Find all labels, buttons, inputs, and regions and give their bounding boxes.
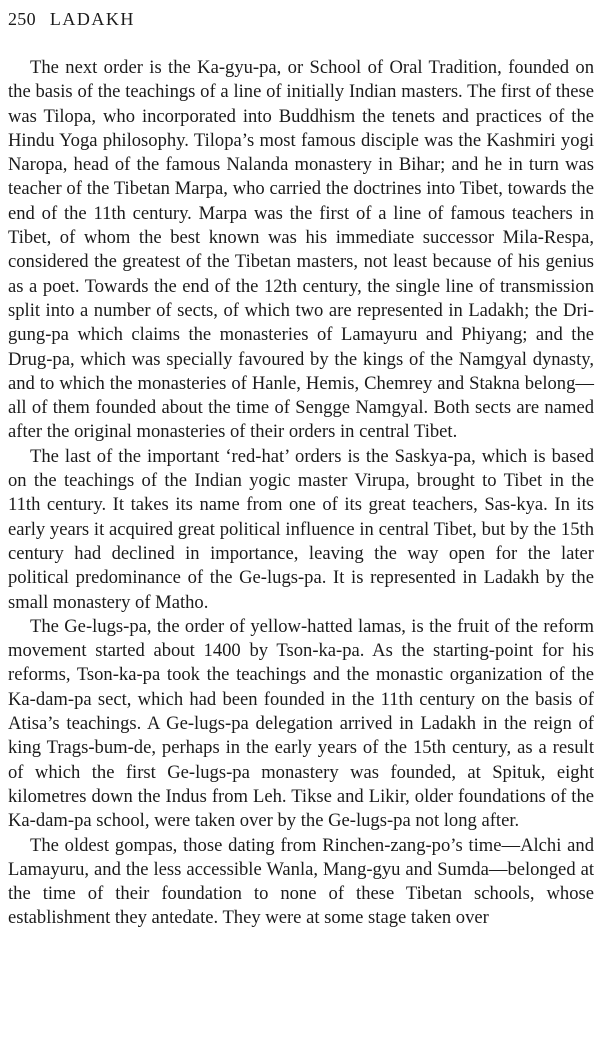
book-title: LADAKH [49,9,135,29]
paragraph-oldest-gompas: The oldest gompas, those dating from Rinchen-zang-po’s time—Alchi and Lamayuru, and the less accessible Wanla, Mang-gyu and Sumda—belonged at the time of their foundation to none of these Tibetan schools, whose establishment they antedate. They were at some stage taken over [8,834,594,929]
body-text [8,56,594,931]
page-number: 250 [8,9,36,29]
paragraph-gelugspa: The Ge-lugs-pa, the order of yellow-hatted lamas, is the fruit of the reform movement started about 1400 by Tson-ka-pa. As the starting-point for his reforms, Tson-ka-pa took the teachings and the monastic organization of the Ka-dam-pa sect, which had been founded in the 11th century on the basis of Atisa’s teachings. A Ge-lugs-pa delegation arrived in Ladakh in the reign of king Trags-bum-de, perhaps in the early years of the 15th century, as a result of which the first Ge-lugs-pa monastery was founded, at Spituk, eight kilometres down the Indus from Leh. Tikse and Likir, older foundations of the Ka-dam-pa school, were taken over by the Ge-lugs-pa not long after. [8,615,594,832]
paragraph-kagyupa: The next order is the Ka-gyu-pa, or School of Oral Tradition, founded on the basis of the teachings of a line of initially Indian masters. The first of these was Tilopa, who incorporated into Buddhism the tenets and practices of the Hindu Yoga philosophy. Tilopa’s most famous disciple was the Kashmiri yogi Naropa, head of the famous Nalanda monastery in Bihar; and he in turn was teacher of the Tibetan Marpa, who carried the doctrines into Tibet, towards the end of the 11th century. Marpa was the first of a line of famous teachers in Tibet, of whom the best known was his immediate successor Mila-Respa, considered the greatest of the Tibetan masters, not least because of his genius as a poet. Towards the end of the 12th century, the single line of transmission split into a number of sects, of which two are represented in Ladakh; the Dri-gung-pa which claims the monasteries of Lamayuru and Phiyang; and the Drug-pa, which was specially favoured by the kings of the Namgyal dynasty, and to which the monasteries of Hanle, Hemis, Chemrey and Stakna belong—all of them founded about the time of Sengge Namgyal. Both sects are named after the original monasteries of their orders in central Tibet. [8,57,594,443]
running-head [8,8,135,30]
paragraph-saskyapa: The last of the important ‘red-hat’ orders is the Saskya-pa, which is based on the teachings of the Indian yogic master Virupa, brought to Tibet in the 11th century. It takes its name from one of its great teachers, Sas-kya. In its early years it acquired great political influence in central Tibet, but by the 15th century had declined in importance, leaving the way open for the later political predominance of the Ge-lugs-pa. It is represented in Ladakh by the small monastery of Matho. [8,445,594,613]
